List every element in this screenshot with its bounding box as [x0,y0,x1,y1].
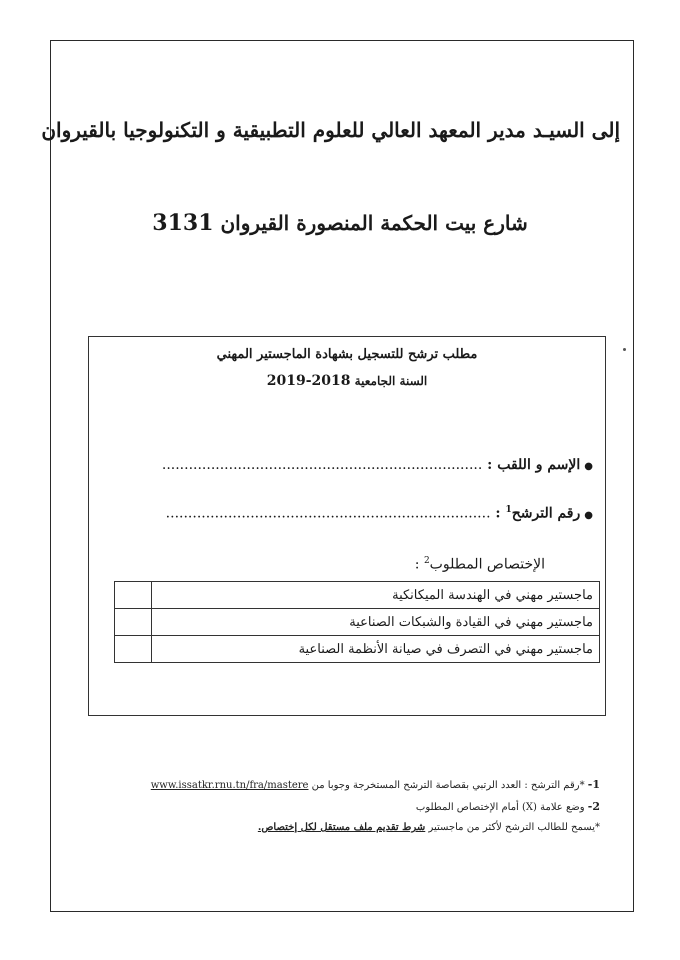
specialty-label-text: الإختصاص المطلوب [429,556,545,573]
footnote-2-number: 2- [587,800,600,813]
footnote-3 [120,822,600,833]
specialty-checkbox[interactable] [115,609,152,636]
specialty-checkbox[interactable] [115,636,152,663]
specialty-row [115,582,600,609]
specialty-row [115,636,600,663]
application-form-box [88,336,606,716]
specialty-name: ماجستير مهني في القيادة والشبكات الصناعية [152,609,600,636]
name-label: الإسم و اللقب : [487,457,581,473]
footnote-ref-1: 1 [505,505,512,515]
footnote-2-text: وضع علامة (X) أمام الإختصاص المطلوب [415,802,588,813]
footnote-3-text: *يسمح للطالب الترشح لأكثر من ماجستير [425,822,600,833]
specialty-table [114,581,600,663]
candidacy-field-row [101,505,593,522]
mastere-url-link[interactable]: www.issatkr.rnu.tn/fra/mastere [150,780,309,791]
footnote-3-emphasis: شرط تقديم ملف مستقل لكل إختصاص. [257,822,426,833]
bullet-icon: ● [584,509,593,521]
address-line [60,210,620,236]
footnote-1-number: 1- [587,778,600,791]
specialty-name: ماجستير مهني في التصرف في صيانة الأنظمة الصناعية [152,636,600,663]
candidacy-colon: : [495,505,506,522]
footnote-1-text: *رقم الترشح : العدد الرتبي بقصاصة الترشح المستخرجة وجوبا من [308,780,588,791]
name-input-line[interactable]: ........................................................................ [161,457,483,473]
specialty-label [415,556,545,573]
name-field-row [101,457,593,473]
specialty-row [115,609,600,636]
footnote-2 [120,800,600,813]
address-code: 3131 [152,210,214,236]
specialty-name: ماجستير مهني في الهندسة الميكانكية [152,582,600,609]
address-text: شارع بيت الحكمة المنصورة القيروان [220,211,528,235]
footnote-1 [120,778,600,791]
candidacy-label: رقم الترشح [511,505,581,522]
candidacy-input-line[interactable]: ......................................................................... [165,505,491,522]
footnotes [120,778,600,842]
form-title: مطلب ترشح للتسجيل بشهادة الماجستير المهني [216,347,478,362]
footnote-ref-2: 2 [423,556,430,566]
addressee-line: إلى السيـد مدير المعهد العالي للعلوم التطبيقية و التكنولوجيا بالقيروان [41,118,620,142]
year-value: 2018-2019 [266,373,351,389]
specialty-colon: : [414,556,424,573]
specialty-checkbox[interactable] [115,582,152,609]
scan-mark [623,348,626,351]
academic-year [89,373,605,389]
bullet-icon: ● [584,461,593,472]
year-label: السنة الجامعية [354,374,428,388]
